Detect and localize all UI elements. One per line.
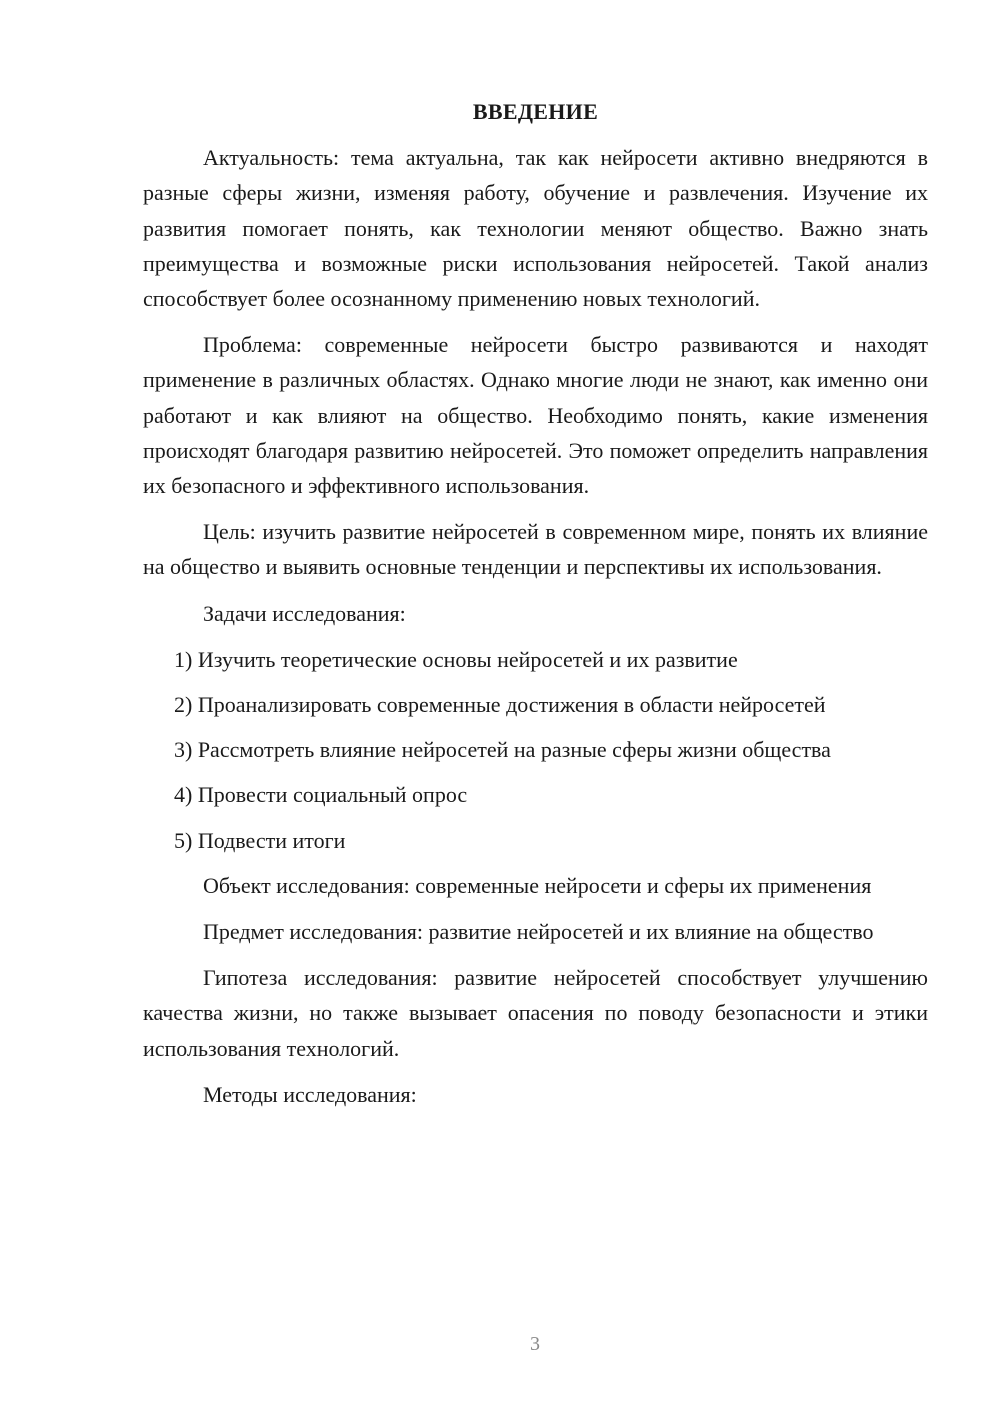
list-item: 4) Провести социальный опрос: [174, 782, 468, 808]
list-item: 5) Подвести итоги: [174, 827, 346, 853]
list-item: 1) Изучить теоретические основы нейросетей и их развитие: [174, 646, 738, 672]
relevance-paragraph: Актуальность: тема актуальна, так как нейросети активно внедряются в разные сферы жизни, изменяя работу, обучение и развлечения. Изучение их развития помогает понять, как технологии меняют общество. Важно знать преимущества и возможные риски использования нейросетей. Такой анализ способствует более осознанному применению новых технологий.: [143, 145, 928, 312]
problem-paragraph: Проблема: современные нейросети быстро развиваются и находят применение в различных областях. Однако многие люди не знают, как именно они работают и как влияют на общество. Необходимо понять, какие изменения происходят благодаря развитию нейросетей. Это поможет определить направления их безопасного и эффективного использования.: [143, 332, 928, 499]
tasks-list: [143, 642, 928, 858]
page-content: [143, 94, 928, 1112]
list-item: 3) Рассмотреть влияние нейросетей на разные сферы жизни общества: [174, 737, 831, 763]
goal-paragraph: Цель: изучить развитие нейросетей в современном мире, понять их влияние на общество и выявить основные тенденции и перспективы их использования.: [143, 519, 928, 580]
subject-paragraph: Предмет исследования: развитие нейросетей и их влияние на общество: [203, 919, 874, 945]
tasks-heading: Задачи исследования:: [203, 600, 406, 626]
section-title: ВВЕДЕНИЕ: [472, 99, 599, 124]
object-paragraph: Объект исследования: современные нейросети и сферы их применения: [203, 872, 872, 898]
page-number: 3: [530, 1333, 540, 1355]
hypothesis-paragraph: Гипотеза исследования: развитие нейросетей способствует улучшению качества жизни, но также вызывает опасения по поводу безопасности и этики использования технологий.: [143, 965, 928, 1061]
list-item: 2) Проанализировать современные достижения в области нейросетей: [174, 692, 826, 718]
methods-heading: Методы исследования:: [203, 1081, 417, 1107]
